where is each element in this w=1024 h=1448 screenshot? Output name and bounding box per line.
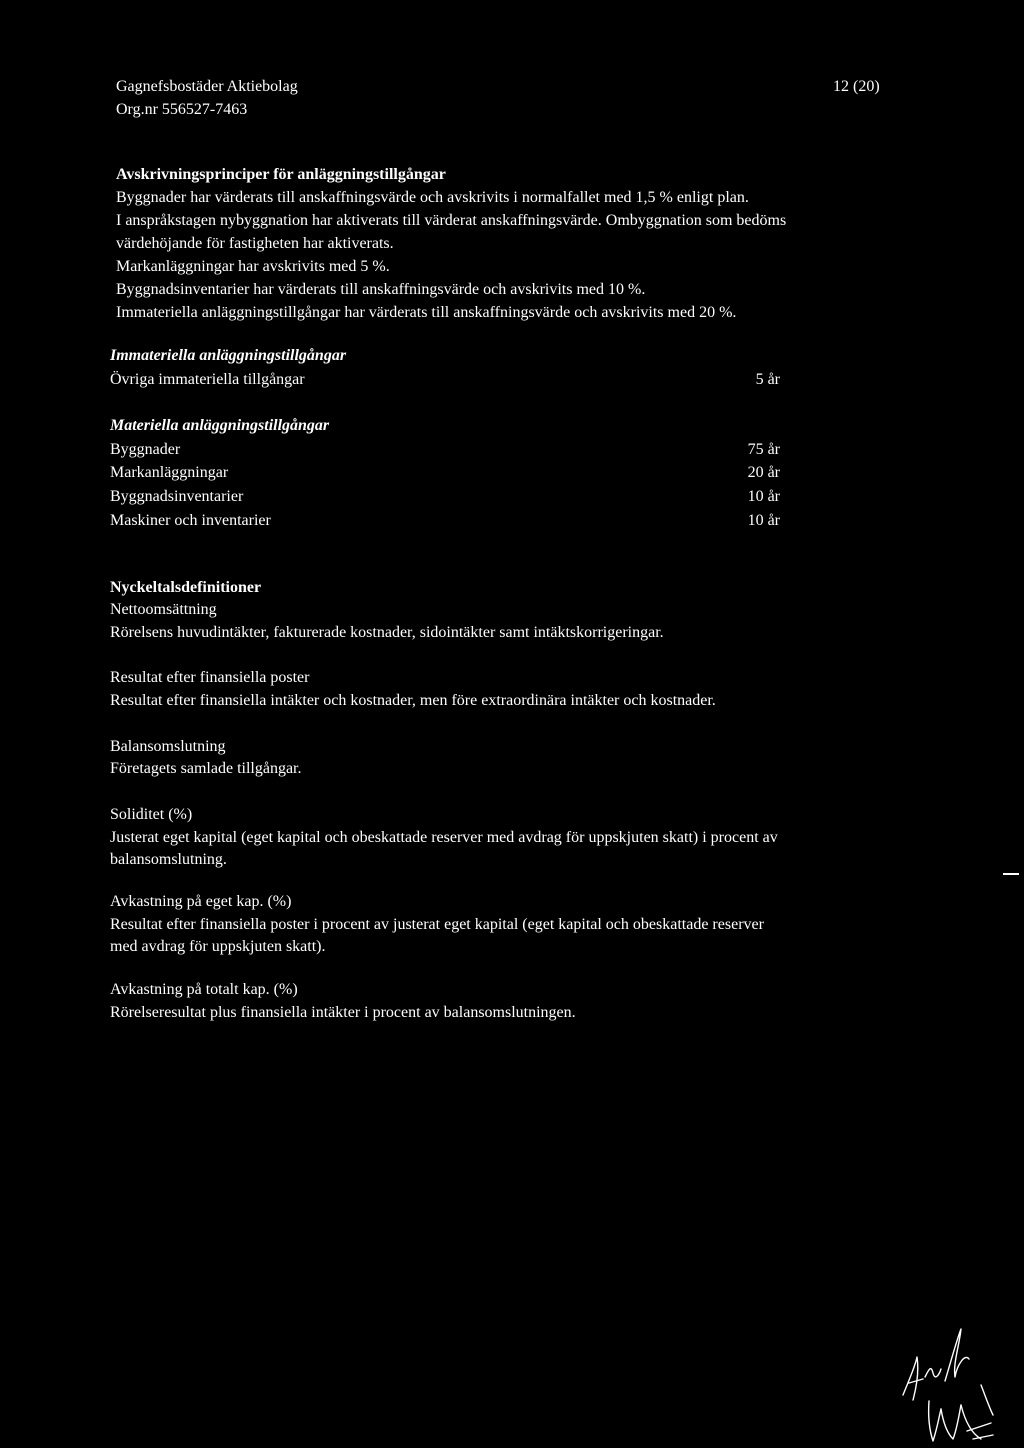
- asset-life: 75 år: [747, 441, 780, 458]
- asset-row: [110, 461, 780, 484]
- asset-life: 10 år: [747, 512, 780, 529]
- depreciation-line: Markanläggningar har avskrivits med 5 %.: [116, 258, 390, 275]
- asset-name: Byggnadsinventarier: [110, 488, 244, 505]
- definition-term: Resultat efter finansiella poster: [110, 669, 310, 686]
- depreciation-line: Byggnader har värderats till anskaffningsvärde och avskrivits i normalfallet med 1,5 % enligt plan.: [116, 189, 749, 206]
- key-ratios-heading: Nyckeltalsdefinitioner: [110, 579, 262, 596]
- tangible-heading: Materiella anläggningstillgångar: [110, 417, 330, 434]
- definition-term: Soliditet (%): [110, 806, 193, 823]
- asset-life: 20 år: [747, 464, 780, 481]
- definition-term: Avkastning på eget kap. (%): [110, 893, 292, 910]
- definition-text: Resultat efter finansiella intäkter och kostnader, men före extraordinära intäkter och kostnader.: [110, 692, 716, 709]
- asset-row: [110, 485, 780, 508]
- depreciation-line: Immateriella anläggningstillgångar har värderats till anskaffningsvärde och avskrivits med 20 %.: [116, 304, 737, 321]
- org-number: Org.nr 556527-7463: [116, 101, 248, 118]
- asset-name: Maskiner och inventarier: [110, 512, 271, 529]
- page-number: 12 (20): [833, 78, 880, 95]
- definition-text: Rörelseresultat plus finansiella intäkter i procent av balansomslutningen.: [110, 1004, 576, 1021]
- definition-text: Företagets samlade tillgångar.: [110, 760, 302, 777]
- definition-term: Balansomslutning: [110, 738, 226, 755]
- asset-name: Byggnader: [110, 441, 181, 458]
- definition-text: Justerat eget kapital (eget kapital och obeskattade reserver med avdrag för uppskjuten skatt) i procent av: [110, 829, 778, 846]
- asset-row: [110, 438, 780, 461]
- depreciation-line: värdehöjande för fastigheten har aktiverats.: [116, 235, 394, 252]
- definition-term: Avkastning på totalt kap. (%): [110, 981, 298, 998]
- depreciation-heading: Avskrivningsprinciper för anläggningstillgångar: [116, 166, 446, 183]
- asset-life: 5 år: [755, 371, 780, 388]
- asset-name: Markanläggningar: [110, 464, 229, 481]
- margin-mark: [1003, 873, 1019, 875]
- depreciation-line: Byggnadsinventarier har värderats till anskaffningsvärde och avskrivits med 10 %.: [116, 281, 646, 298]
- handwritten-initials: [895, 1325, 995, 1445]
- definition-text: med avdrag för uppskjuten skatt).: [110, 938, 326, 955]
- intangible-heading: Immateriella anläggningstillgångar: [110, 347, 347, 364]
- definition-text: balansomslutning.: [110, 851, 227, 868]
- depreciation-line: I anspråkstagen nybyggnation har aktiverats till värderat anskaffningsvärde. Ombyggnation som bedöms: [116, 212, 787, 229]
- asset-life: 10 år: [747, 488, 780, 505]
- definition-term: Nettoomsättning: [110, 601, 217, 618]
- asset-name: Övriga immateriella tillgångar: [110, 371, 305, 388]
- definition-text: Rörelsens huvudintäkter, fakturerade kostnader, sidointäkter samt intäktskorrigeringar.: [110, 624, 664, 641]
- company-name: Gagnefsbostäder Aktiebolag: [116, 78, 298, 95]
- definition-text: Resultat efter finansiella poster i procent av justerat eget kapital (eget kapital och obeskattade reserver: [110, 916, 764, 933]
- asset-row: [110, 368, 780, 391]
- asset-row: [110, 509, 780, 532]
